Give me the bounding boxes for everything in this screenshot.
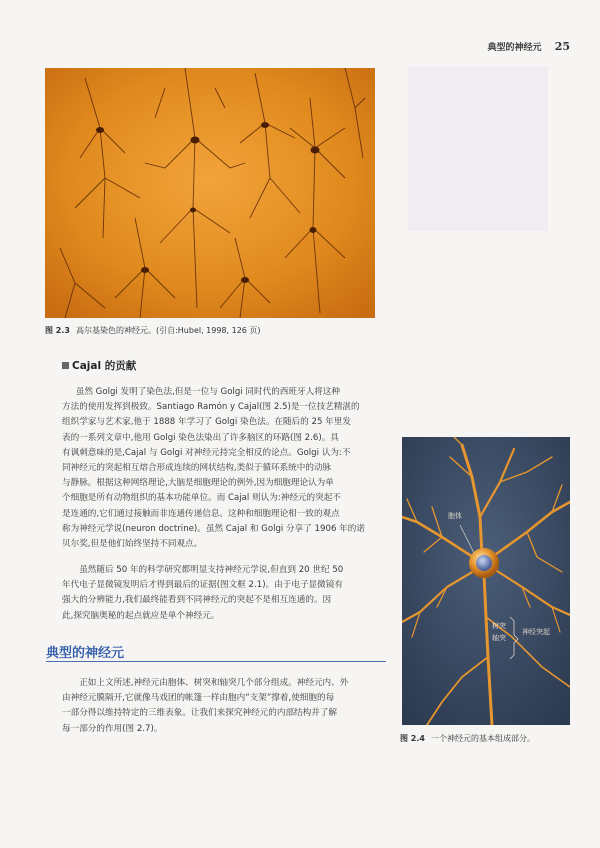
text-line: 虽然 Golgi 发明了染色法,但是一位与 Golgi 同时代的西班牙人将这种: [75, 387, 340, 397]
text-line: 一部分得以维持特定的三维表象。让我们来探究神经元的内部结构并了解: [62, 708, 338, 719]
text-line: 称为神经元学说(neuron doctrine)。虽然 Cajal 和 Golgi 分享了 1906 年的诺: [62, 523, 365, 534]
text-line: 虽然随后 50 年的科学研究都明显支持神经元学说,但直到 20 世纪 50: [79, 565, 344, 575]
section-title: Cajal 的贡献: [72, 360, 137, 372]
figure-golgi-stained-neurons: [45, 68, 375, 318]
label-soma: 胞体: [448, 512, 462, 520]
figure-2-3-text: 高尔基染色的神经元。(引自:Hubel, 1998, 126 页): [75, 326, 261, 335]
main-heading: 典型的神经元: [46, 646, 125, 661]
page-number: 25: [554, 40, 570, 53]
chapter-title: 典型的神经元: [487, 43, 542, 53]
text-line: 方法的使用发挥到极致。Santiago Ramón y Cajal(图 2.5)是一位技艺精湛的: [62, 402, 360, 413]
label-neurite: 神经突起: [522, 628, 550, 636]
golgi-micrograph: [45, 68, 375, 318]
figure-2-4-text: 一个神经元的基本组成部分。: [430, 734, 535, 743]
text-line: 组织学家与艺术家,他于 1888 年学习了 Golgi 染色法。在随后的 25 年里发: [62, 417, 351, 428]
text-line: 正如上文所述,神经元由胞体、树突和轴突几个部分组成。神经元内、外: [79, 678, 349, 688]
text-line: 与静脉。根据这种网络理论,大脑是细胞理论的例外,因为细胞理论认为单: [62, 478, 334, 489]
text-line: 是连通的,它们通过接触而非连通传递信息。这种和细胞理论相一致的观点: [62, 508, 340, 519]
label-dendrite: 树突: [492, 622, 506, 630]
neuron-illustration: [402, 437, 570, 725]
running-header: [488, 40, 570, 53]
figure-2-4-number: 图 2.4: [400, 734, 425, 743]
paragraph-typical-neuron: [62, 676, 394, 737]
text-line: 每一部分的作用(图 2.7)。: [62, 723, 163, 734]
text-line: 此,探究脑奥秘的起点就应是单个神经元。: [62, 610, 220, 621]
text-line: 个细胞是所有动物组织的基本功能单位。而 Cajal 则认为:神经元的突起不: [62, 493, 341, 504]
paragraph-electron-microscope: [62, 563, 394, 624]
bleed-through-image: [408, 66, 548, 231]
text-line: 表的一系列文章中,他用 Golgi 染色法染出了许多脑区的环路(图 2.6)。具: [62, 432, 339, 443]
section-heading-cajal: [62, 358, 136, 373]
text-line: 强大的分辨能力,我们最终能看到不同神经元的突起不是相互连通的。因: [62, 595, 332, 606]
square-bullet-icon: [62, 362, 69, 369]
figure-2-3-caption: [45, 325, 261, 336]
figure-2-4-caption: [400, 733, 535, 744]
figure-2-3-number: 图 2.3: [45, 326, 70, 335]
text-line: 贝尔奖,但是他们始终坚持不同观点。: [62, 539, 203, 550]
text-line: 由神经元膜隔开,它就像马戏团的帐篷一样由胞内“支架”撑着,使细胞的每: [62, 693, 335, 704]
text-line: 有讽刺意味的是,Cajal 与 Golgi 对神经元持完全相反的论点。Golgi 认为:不: [62, 447, 351, 458]
heading-rule: [46, 661, 386, 662]
figure-neuron-components: [402, 437, 570, 725]
label-axon: 轴突: [492, 634, 506, 642]
paragraph-cajal-contribution: [62, 385, 394, 552]
text-line: 年代电子显微镜发明后才得到最后的证据(图文框 2.1)。由于电子显微镜有: [62, 580, 343, 591]
text-line: 同神经元的突起相互熔合形成连续的网状结构,类似于循环系统中的动脉: [62, 463, 332, 474]
